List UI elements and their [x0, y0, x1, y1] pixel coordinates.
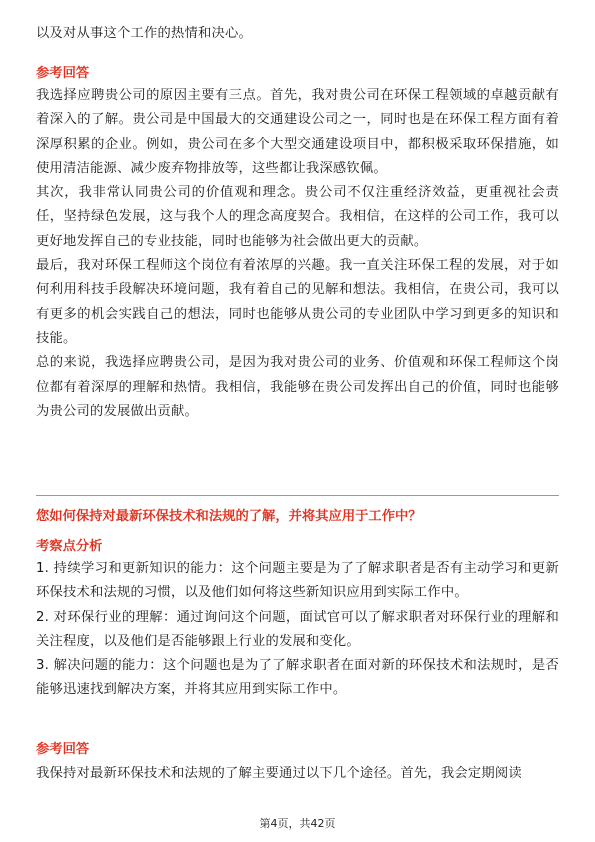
section-divider: [36, 495, 559, 496]
reference-answer-label-2: [36, 740, 559, 760]
paragraph: 我选择应聘贵公司的原因主要有三点。首先，我对贵公司在环保工程领域的卓越贡献有着深入的了解。贵公司是中国最大的交通建设公司之一，同时也是在环保工程方面有着深厚积累的企业。例如，贵公司在多个大型交通建设项目中，都积极采取环保措施，如使用清洁能源、减少废弃物排放等，这些都让我深感钦佩。: [36, 88, 559, 176]
paragraph: 总的来说，我选择应聘贵公司，是因为我对贵公司的业务、价值观和环保工程师这个岗位都有着深厚的理解和热情。我相信，我能够在贵公司发挥出自己的价值，同时也能够为贵公司的发展做出贡献。: [36, 355, 559, 419]
paragraph: 我保持对最新环保技术和法规的了解主要通过以下几个途径。首先，我会定期阅读: [36, 766, 522, 781]
list-item: 1. 持续学习和更新知识的能力：这个问题主要是为了了解求职者是否有主动学习和更新环保技术和法规的习惯，以及他们如何将这些新知识应用到实际工作中。: [36, 561, 559, 601]
list-item: 2. 对环保行业的理解：通过询问这个问题，面试官可以了解求职者对环保行业的理解和关注程度，以及他们是否能够跟上行业的发展和变化。: [36, 609, 559, 649]
paragraph: 最后，我对环保工程师这个岗位有着浓厚的兴趣。我一直关注环保工程的发展，对于如何利用科技手段解决环境问题，我有着自己的见解和想法。我相信，在贵公司，我可以有更多的机会实践自己的想法，同时也能够从贵公司的专业团队中学习到更多的知识和技能。: [36, 258, 559, 346]
question-heading: 您如何保持对最新环保技术和法规的了解，并将其应用于工作中？: [36, 509, 422, 524]
reference-answer-body: [36, 84, 559, 424]
reference-answer-label: [36, 64, 559, 84]
section-label: 参考回答: [36, 742, 90, 757]
section-label: 参考回答: [36, 66, 90, 81]
reference-answer-body-2: [36, 762, 559, 786]
list-item: 3. 解决问题的能力：这个问题也是为了了解求职者在面对新的环保技术和法规时，是否能够迅速找到解决方案，并将其应用到实际工作中。: [36, 658, 559, 698]
analysis-list: [36, 557, 559, 703]
answer-intro-tail: [36, 22, 559, 46]
page-number: 第4页，共42页: [259, 817, 336, 830]
paragraph: 其次，我非常认同贵公司的价值观和理念。贵公司不仅注重经济效益，更重视社会责任，坚持绿色发展，这与我个人的理念高度契合。我相信，在这样的公司工作，我可以更好地发挥自己的专业技能，同时也能够为社会做出更大的贡献。: [36, 185, 559, 249]
section-label: 考察点分析: [36, 539, 103, 554]
analysis-label-block: [36, 537, 559, 557]
paragraph: 以及对从事这个工作的热情和决心。: [36, 26, 252, 41]
question-heading-block: [36, 506, 559, 528]
